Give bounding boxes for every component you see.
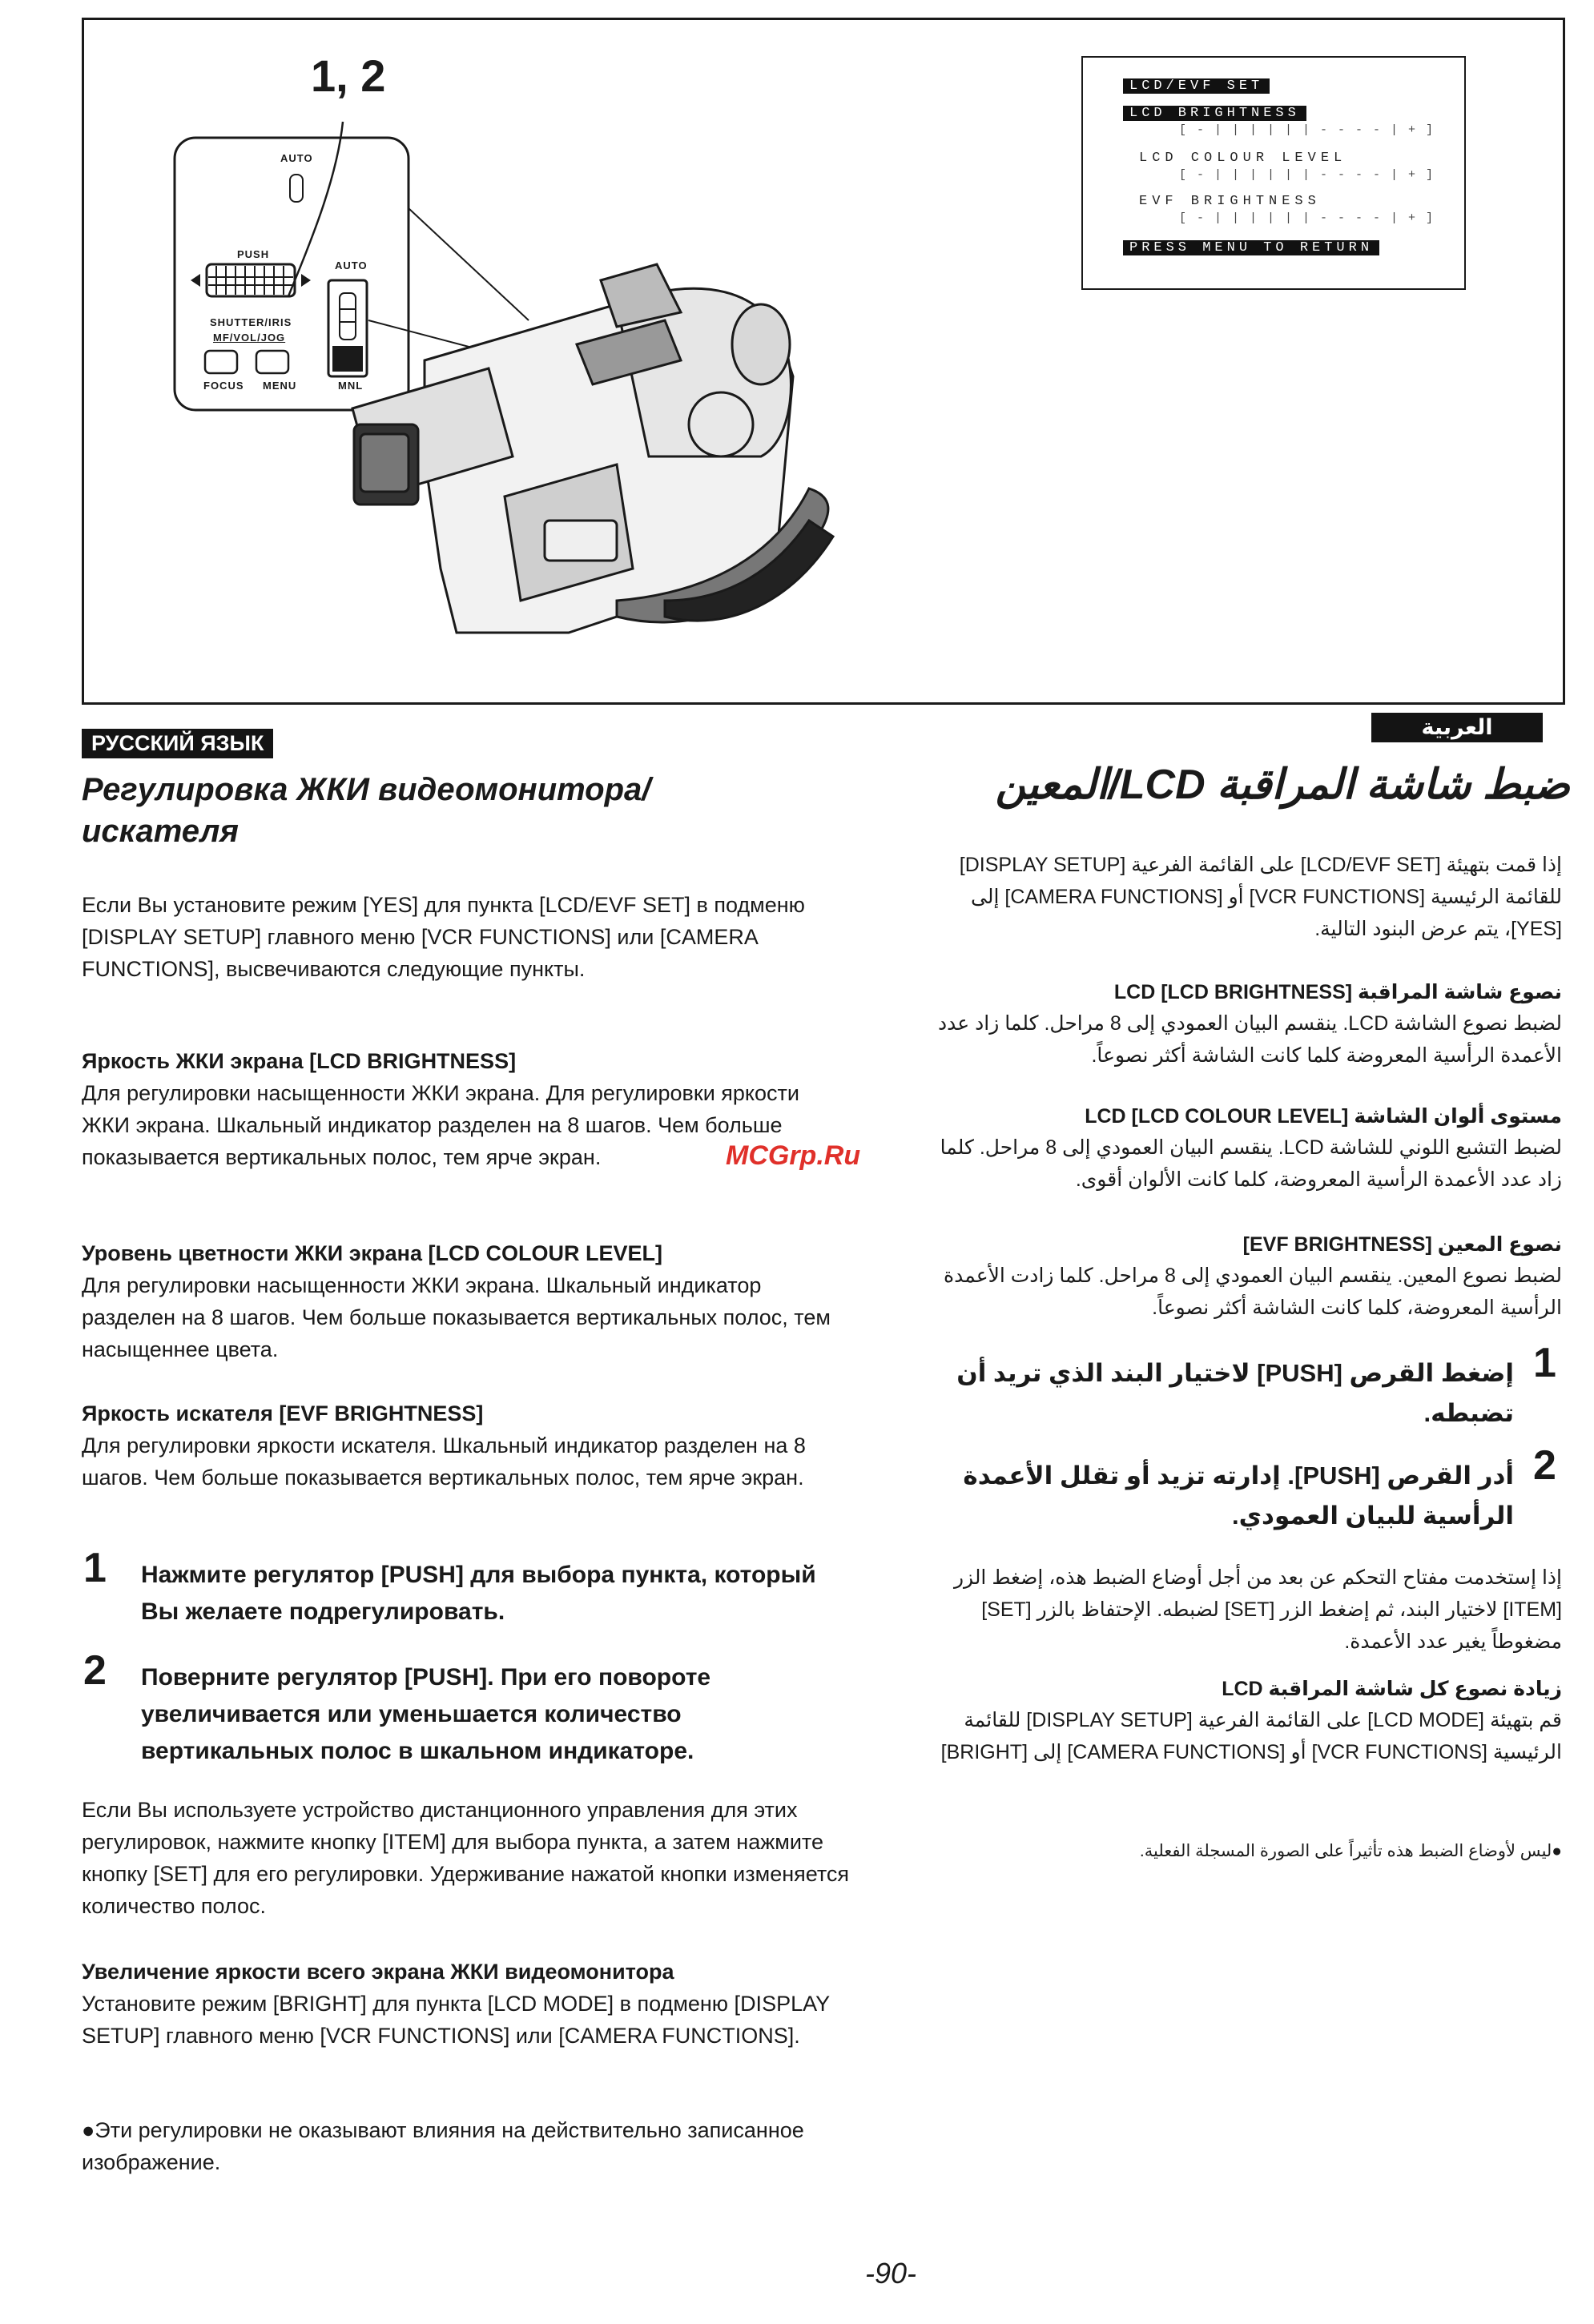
section-text: Для регулировки насыщенности ЖКИ экрана. Для регулировки яркости ЖКИ экрана. Шкальный индикатор разделен на 8 шагов. Чем больше показывается вертикальных полос, тем ярче экран.: [82, 1081, 799, 1169]
inset-panel: [175, 138, 409, 410]
focus-label: FOCUS: [203, 380, 244, 392]
mf-vol-jog-label: MF/VOL/JOG: [213, 332, 286, 344]
section-heading: Уровень цветности ЖКИ экрана [LCD COLOUR LEVEL]: [82, 1241, 662, 1265]
arabic-step-text: إضغط القرص [PUSH] لاختيار البند الذي تريد أن تضبطه.: [956, 1359, 1514, 1427]
osd-title: LCD/EVF SET: [1123, 78, 1270, 94]
section-heading: مستوى ألوان الشاشة LCD [LCD COLOUR LEVEL]: [1085, 1105, 1562, 1128]
arabic-section: [913, 1229, 1562, 1324]
push-dial-icon: [207, 264, 295, 296]
osd-item-lcd-brightness: LCD BRIGHTNESS: [1123, 106, 1306, 121]
shutter-iris-label: SHUTTER/IRIS: [210, 316, 292, 328]
russian-bullet-note: ●Эти регулировки не оказывают влияния на действительно записанное изображение.: [82, 2118, 804, 2174]
osd-footer: PRESS MENU TO RETURN: [1123, 240, 1379, 255]
russian-step-number: 2: [83, 1647, 107, 1694]
lcd-evf-set-menu: [1081, 56, 1466, 290]
focus-button-icon: [205, 351, 237, 373]
menu-label: MENU: [263, 380, 297, 392]
pointer-line: [409, 208, 529, 320]
section-text: لضبط التشبع اللوني للشاشة LCD. ينقسم البيان العمودي إلى 8 مراحل. كلما زاد عدد الأعمدة الرأسية المعروضة، كلما كانت الألوان أقوى.: [940, 1136, 1562, 1191]
section-text: قم بتهيئة [LCD MODE] على القائمة الفرعية [DISPLAY SETUP] للقائمة الرئيسية [VCR FUNCTIONS] أو [CAMERA FUNCTIONS] إلى [BRIGHT]: [940, 1709, 1562, 1763]
osd-item-evf-brightness: EVF BRIGHTNESS: [1139, 194, 1321, 209]
arabic-bright-section: [913, 1674, 1562, 1768]
auto-side-label: AUTO: [335, 259, 368, 271]
section-heading: نصوع شاشة المراقبة LCD [LCD BRIGHTNESS]: [1113, 981, 1562, 1003]
arabic-step-number: 1: [1533, 1340, 1556, 1386]
section-text: Для регулировки яркости искателя. Шкальный индикатор разделен на 8 шагов. Чем больше показывается вертикальных полос, тем ярче экран.: [82, 1433, 806, 1490]
russian-intro: Если Вы установите режим [YES] для пункта [LCD/EVF SET] в подменю [DISPLAY SETUP] главного меню [VCR FUNCTIONS] или [CAMERA FUNCTIONS], высвечиваются следующие пункты.: [82, 893, 805, 981]
arabic-section: [913, 1101, 1562, 1196]
osd-item-lcd-colour: LCD COLOUR LEVEL: [1139, 151, 1347, 166]
section-heading: Яркость искателя [EVF BRIGHTNESS]: [82, 1401, 484, 1425]
osd-bar-lcd-colour: [ - | | | | | | - - - - | + ]: [1179, 168, 1435, 182]
arabic-step-number: 2: [1533, 1442, 1556, 1489]
russian-step-text: Нажмите регулятор [PUSH] для выбора пункта, который Вы желаете подрегулировать.: [141, 1562, 816, 1625]
arrow-left-icon: [191, 274, 200, 287]
section-heading: Яркость ЖКИ экрана [LCD BRIGHTNESS]: [82, 1049, 517, 1073]
osd-bar-lcd-brightness: [ - | | | | | | - - - - | + ]: [1179, 123, 1435, 137]
russian-title: Регулировка ЖКИ видеомонитора/ искателя: [82, 772, 651, 849]
arabic-section: [913, 977, 1562, 1072]
step-callout: 1, 2: [311, 50, 386, 101]
mnl-label: MNL: [338, 380, 364, 392]
russian-remote-note: Если Вы используете устройство дистанционного управления для этих регулировок, нажмите кнопку [ITEM] для выбора пункта, а затем нажмите кнопку [SET] для его регулировки. Удерживание нажатой кнопки изменяется количество полос.: [82, 1798, 850, 1918]
control-panel-illustration: [168, 120, 857, 697]
section-text: Установите режим [BRIGHT] для пункта [LCD MODE] в подменю [DISPLAY SETUP] главного меню [VCR FUNCTIONS] или [CAMERA FUNCTIONS].: [82, 1992, 830, 2048]
section-heading: زيادة نصوع كل شاشة المراقبة LCD: [1222, 1678, 1562, 1700]
section-heading: نصوع المعين [EVF BRIGHTNESS]: [1242, 1233, 1562, 1256]
arabic-step-text: أدر القرص [PUSH]. إدارته تزيد أو تقلل الأعمدة الرأسية للبيان العمودي.: [963, 1462, 1514, 1530]
russian-badge: РУССКИЙ ЯЗЫК: [82, 729, 273, 758]
section-text: لضبط نصوع المعين. ينقسم البيان العمودي إلى 8 مراحل. كلما زادت الأعمدة الرأسية المعروضة، كلما كانت الشاشة أكثر نصوعاً.: [944, 1265, 1562, 1319]
arabic-title: ضبط شاشة المراقبة LCD/المعين: [995, 762, 1570, 808]
page-number: -90-: [865, 2257, 917, 2290]
push-label: PUSH: [237, 248, 270, 260]
russian-section: [82, 1237, 851, 1365]
section-heading: Увеличение яркости всего экрана ЖКИ видеомонитора: [82, 1960, 674, 1984]
auto-label: AUTO: [280, 152, 313, 164]
auto-switch-icon: [290, 175, 303, 202]
arrow-right-icon: [301, 274, 311, 287]
camcorder-illustration: [352, 264, 833, 633]
section-text: لضبط نصوع الشاشة LCD. ينقسم البيان العمودي إلى 8 مراحل. كلما زاد عدد الأعمدة الرأسية المعروضة كلما كانت الشاشة أكثر نصوعاً.: [938, 1012, 1562, 1067]
arabic-remote-note: إذا إستخدمت مفتاح التحكم عن بعد من أجل أوضاع الضبط هذه، إضغط الزر [ITEM] لاختيار البند، ثم إضغط الزر [SET] لضبطه. الإحتفاظ بالزر [SET] مضغوطاً يغير عدد الأعمدة.: [953, 1566, 1562, 1653]
russian-bright-section: [82, 1956, 851, 2052]
arabic-intro: إذا قمت بتهيئة [LCD/EVF SET] على القائمة الفرعية [DISPLAY SETUP] للقائمة الرئيسية [VCR FUNCTIONS] أو [CAMERA FUNCTIONS] إلى [YES]، يتم عرض البنود التالية.: [959, 854, 1562, 940]
arabic-bullet-note: ●ليس لأوضاع الضبط هذه تأثيراً على الصورة المسجلة الفعلية.: [1139, 1842, 1562, 1860]
arabic-badge: [1371, 713, 1543, 742]
section-text: Для регулировки насыщенности ЖКИ экрана. Шкальный индикатор разделен на 8 шагов. Чем больше показывается вертикальных полос, тем насыщеннее цвета.: [82, 1273, 831, 1361]
russian-section: [82, 1397, 851, 1494]
osd-bar-evf-brightness: [ - | | | | | | - - - - | + ]: [1179, 211, 1435, 225]
russian-step-text: Поверните регулятор [PUSH]. При его повороте увеличивается или уменьшается количество вертикальных полос в шкальном индикаторе.: [141, 1664, 711, 1764]
russian-step-number: 1: [83, 1545, 107, 1591]
menu-button-icon: [256, 351, 288, 373]
watermark: MCGrp.Ru: [726, 1140, 861, 1171]
arabic-badge-text: العربية: [1421, 715, 1493, 739]
